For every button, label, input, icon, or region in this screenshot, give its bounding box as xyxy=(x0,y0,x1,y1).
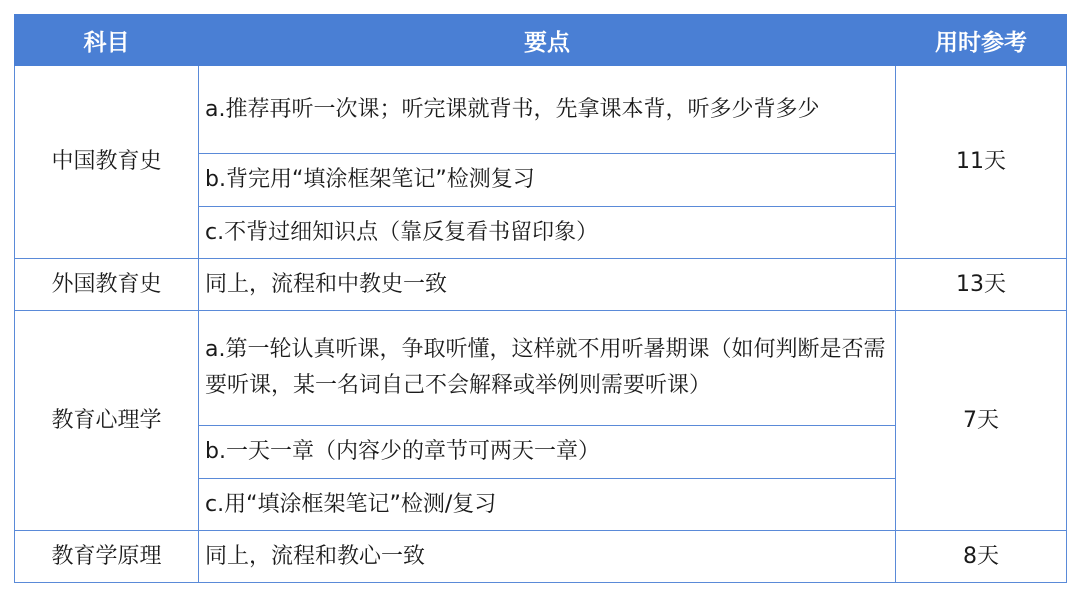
point-cell: 同上，流程和教心一致 xyxy=(199,531,896,583)
point-cell: b.一天一章（内容少的章节可两天一章） xyxy=(199,426,896,479)
point-cell: a.推荐再听一次课；听完课就背书，先拿课本背，听多少背多少 xyxy=(199,66,896,154)
point-cell: c.用“填涂框架笔记”检测/复习 xyxy=(199,479,896,531)
point-cell: 同上，流程和中教史一致 xyxy=(199,259,896,311)
subject-cell: 教育学原理 xyxy=(15,531,199,583)
table-row xyxy=(15,66,1067,154)
header-row xyxy=(15,15,1067,66)
study-plan-table-container xyxy=(14,14,1066,583)
time-cell: 13天 xyxy=(896,259,1067,311)
point-cell: a.第一轮认真听课，争取听懂，这样就不用听暑期课（如何判断是否需要听课，某一名词自己不会解释或举例则需要听课） xyxy=(199,311,896,426)
table-row xyxy=(15,311,1067,426)
study-plan-table xyxy=(14,14,1067,583)
header-time: 用时参考 xyxy=(896,15,1067,66)
time-cell: 8天 xyxy=(896,531,1067,583)
time-cell: 11天 xyxy=(896,66,1067,259)
table-row xyxy=(15,531,1067,583)
subject-cell: 教育心理学 xyxy=(15,311,199,531)
header-points: 要点 xyxy=(199,15,896,66)
table-row xyxy=(15,259,1067,311)
point-cell: c.不背过细知识点（靠反复看书留印象） xyxy=(199,207,896,259)
subject-cell: 外国教育史 xyxy=(15,259,199,311)
header-subject: 科目 xyxy=(15,15,199,66)
point-cell: b.背完用“填涂框架笔记”检测复习 xyxy=(199,154,896,207)
subject-cell: 中国教育史 xyxy=(15,66,199,259)
time-cell: 7天 xyxy=(896,311,1067,531)
